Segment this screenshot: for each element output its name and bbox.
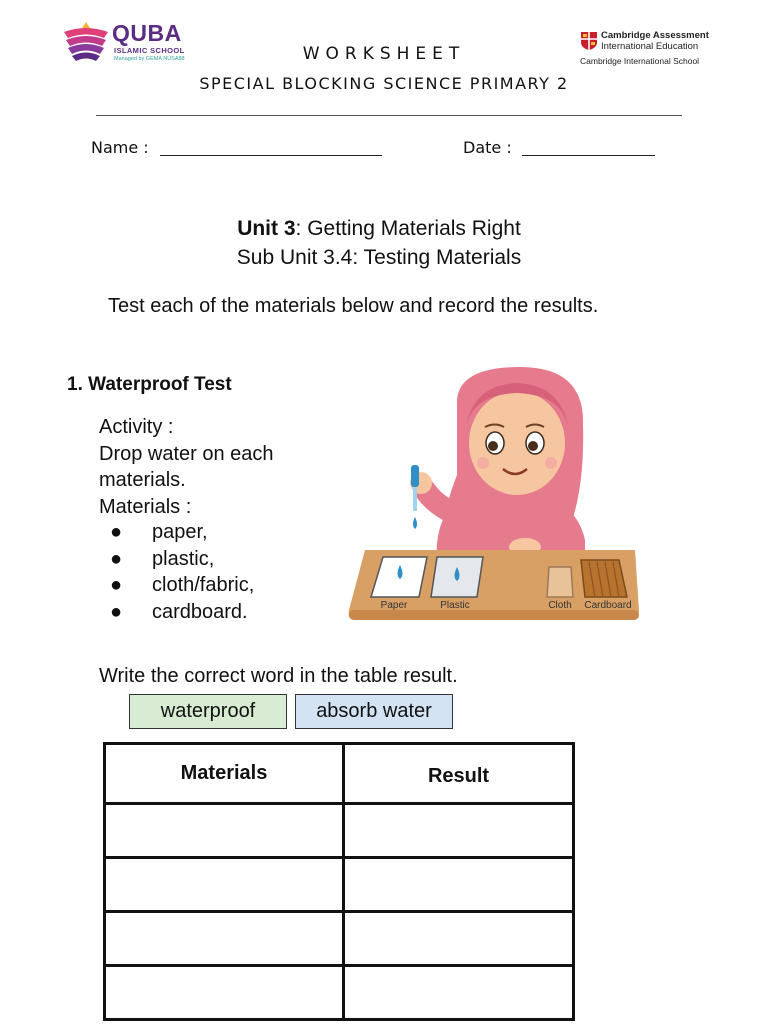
- test-instruction: Test each of the materials below and record the results.: [108, 295, 599, 317]
- cambridge-line3: Cambridge International School: [580, 56, 700, 66]
- word-chip-absorb-water[interactable]: absorb water: [295, 694, 453, 729]
- quba-brand-text: QUBA: [112, 20, 182, 46]
- label-paper: Paper: [380, 600, 408, 611]
- bullet: ●: [110, 521, 123, 543]
- activity-label: Activity :: [99, 416, 174, 438]
- bullet: ●: [110, 574, 123, 596]
- unit-title-prefix: Unit 3: [237, 217, 296, 240]
- subunit-title: Sub Unit 3.4: Testing Materials: [236, 246, 522, 269]
- date-label: Date :: [463, 138, 512, 157]
- materials-list: [110, 519, 254, 625]
- result-cell[interactable]: [344, 804, 574, 858]
- materials-cell[interactable]: [105, 966, 344, 1020]
- table-row: [105, 858, 574, 912]
- bullet: ●: [110, 600, 123, 623]
- activity-description: [99, 414, 274, 520]
- date-field[interactable]: [522, 155, 655, 156]
- table-header-row: [105, 744, 574, 804]
- word-bank-instruction: Write the correct word in the table result.: [99, 665, 458, 687]
- name-label: Name :: [91, 138, 149, 157]
- name-field[interactable]: [160, 155, 382, 156]
- quba-managed-by: Managed by GEMA NUSA88: [114, 56, 185, 62]
- table-row: [105, 804, 574, 858]
- quba-subtitle: ISLAMIC SCHOOL: [114, 46, 185, 55]
- section-heading: 1. Waterproof Test: [67, 374, 232, 395]
- result-cell[interactable]: [344, 858, 574, 912]
- list-item: ● plastic,: [110, 546, 254, 573]
- label-cardboard: Cardboard: [584, 600, 632, 611]
- table-row: [105, 966, 574, 1020]
- materials-cell[interactable]: [105, 912, 344, 966]
- cambridge-line2: International Education: [601, 41, 699, 52]
- word-chip-waterproof[interactable]: waterproof: [129, 694, 287, 729]
- activity-line-1: Drop water on each: [99, 442, 274, 465]
- table-row: [105, 912, 574, 966]
- list-item: ● cloth/fabric,: [110, 572, 254, 599]
- list-item: ● paper,: [110, 519, 254, 546]
- worksheet-subtitle: SPECIAL BLOCKING SCIENCE PRIMARY 2: [199, 74, 569, 93]
- header-materials: Materials: [105, 744, 344, 804]
- worksheet-title: WORKSHEET: [302, 44, 466, 64]
- result-cell[interactable]: [344, 912, 574, 966]
- header-divider: [96, 115, 682, 116]
- result-cell[interactable]: [344, 966, 574, 1020]
- unit-title: [0, 217, 758, 241]
- materials-cell[interactable]: [105, 804, 344, 858]
- header-result: Result: [344, 744, 574, 804]
- materials-cell[interactable]: [105, 858, 344, 912]
- label-plastic: Plastic: [440, 600, 470, 611]
- results-table: [103, 742, 575, 1021]
- label-cloth: Cloth: [548, 600, 572, 611]
- activity-line-2: materials.: [99, 469, 186, 491]
- list-item: ● cardboard.: [110, 599, 254, 626]
- materials-label: Materials :: [99, 495, 192, 518]
- girl-testing-materials-illustration: [345, 365, 645, 625]
- cambridge-line1: Cambridge Assessment: [601, 30, 709, 41]
- unit-title-suffix: : Getting Materials Right: [295, 217, 521, 240]
- bullet: ●: [110, 547, 123, 570]
